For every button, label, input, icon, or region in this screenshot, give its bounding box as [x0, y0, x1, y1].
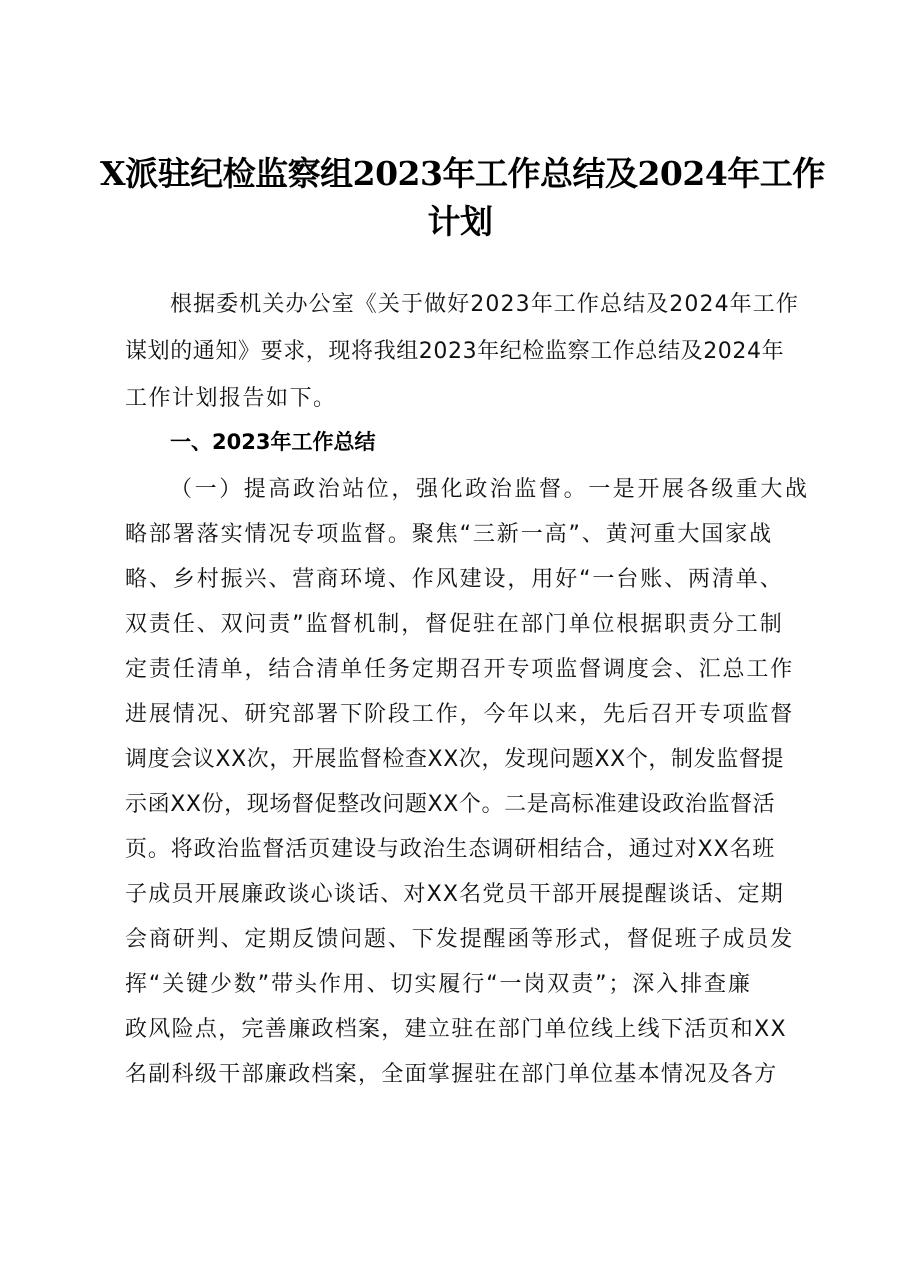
paragraph-line: 页。将政治监督活页建设与政治生态调研相结合，通过对XX名班	[125, 837, 776, 862]
intro-line: 谋划的通知》要求，现将我组2023年纪检监察工作总结及2024年	[125, 339, 785, 364]
paragraph-line: 调度会议XX次，开展监督检查XX次，发现问题XX个，制发监督提	[125, 747, 785, 772]
document-title	[100, 150, 825, 246]
paragraph-line: 略、乡村振兴、营商环境、作风建设，用好“一台账、两清单、	[125, 567, 784, 592]
paragraph-line: 子成员开展廉政谈心谈话、对XX名党员干部开展提醒谈话、定期	[125, 882, 784, 907]
paragraph-line: 会商研判、定期反馈问题、下发提醒函等形式，督促班子成员发	[125, 927, 795, 952]
paragraph-line: 政风险点，完善廉政档案，建立驻在部门单位线上线下活页和XX	[125, 1017, 787, 1042]
title-line-2: 计划	[427, 202, 493, 241]
paragraph-line: 定责任清单，结合清单任务定期召开专项监督调度会、汇总工作	[125, 657, 795, 682]
paragraph-line: （一）提高政治站位，强化政治监督。一是开展各级重大战	[170, 477, 810, 502]
section-heading: 一、2023年工作总结	[170, 430, 376, 454]
paragraph-line: 进展情况、研究部署下阶段工作，今年以来，先后召开专项监督	[125, 702, 795, 727]
paragraph-line: 双责任、双问责”监督机制，督促驻在部门单位根据职责分工制	[125, 612, 784, 637]
title-line-1: X派驻纪检监察组2023年工作总结及2024年工作	[100, 154, 825, 193]
paragraph-line: 名副科级干部廉政档案，全面掌握驻在部门单位基本情况及各方	[125, 1062, 778, 1087]
paragraph-line: 挥“关键少数”带头作用、切实履行“一岗双责”；深入排查廉	[125, 972, 752, 997]
paragraph-line: 略部署落实情况专项监督。聚焦“三新一高”、黄河重大国家战	[125, 522, 773, 547]
intro-line: 工作计划报告如下。	[125, 386, 337, 411]
paragraph-line: 示函XX份，现场督促整改问题XX个。二是高标准建设政治监督活	[125, 792, 776, 817]
intro-line: 根据委机关办公室《关于做好2023年工作总结及2024年工作	[170, 292, 799, 317]
